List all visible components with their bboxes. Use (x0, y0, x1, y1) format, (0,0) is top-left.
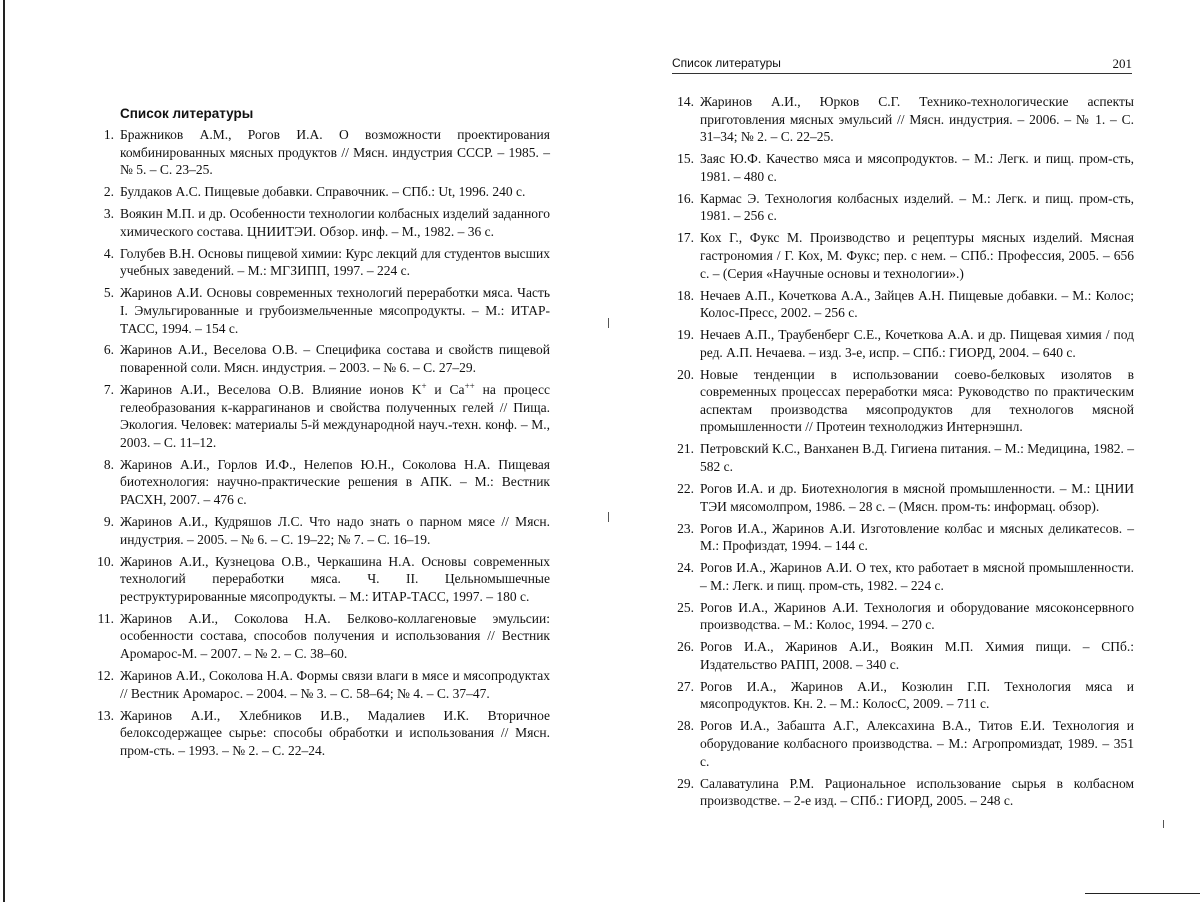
reference-item: 22. Рогов И.А. и др. Биотехнология в мясной промышленности. – М.: ЦНИИ ТЭИ мясомолпром, 1986. – 28 с. – (Мясн. пром-ть: информац. обзор). (677, 481, 1134, 514)
running-head-title: Список литературы (672, 56, 781, 70)
reference-item: 6. Жаринов А.И., Веселова О.В. – Специфика состава и свойств пищевой поваренной соли. Мясн. индустрия. – 2003. – № 6. – С. 27–29. (103, 342, 550, 376)
section-title: Список литературы (120, 106, 254, 121)
reference-item: 18. Нечаев А.П., Кочеткова А.А., Зайцев А.Н. Пищевые добавки. – М.: Колос; Колос-Пресс, 2002. – 256 с. (677, 287, 1134, 321)
reference-list-right (668, 93, 1134, 814)
reference-item: 27. Рогов И.А., Жаринов А.И., Козюлин Г.П. Технология мяса и мясопродуктов. Кн. 2. – М.: КолосС, 2009. – 711 с. (677, 678, 1134, 712)
reference-item: 3. Воякин М.П. и др. Особенности технологии колбасных изделий заданного химического состава. ЦНИИТЭИ. Обзор. инф. – М., 1982. – 36 с. (103, 206, 550, 239)
reference-item: 21. Петровский К.С., Ванханен В.Д. Гигиена питания. – М.: Медицина, 1982. – 582 с. (677, 441, 1134, 475)
reference-item: 24. Рогов И.А., Жаринов А.И. О тех, кто работает в мясной промышленности. – М.: Легк. и пищ. пром-сть, 1982. – 224 с. (677, 560, 1134, 593)
reference-item: 20. Новые тенденции в использовании соево-белковых изолятов в современных процессах переработки мяса: Руководство по практическим аспектам производства мясопродуктов для технологов мясной промышленности // Протеин технолоджиз Интернэшнл. (677, 366, 1134, 435)
reference-item: 10. Жаринов А.И., Кузнецова О.В., Черкашина Н.А. Основы современных технологий переработки мяса. Ч. II. Цельномышечные реструктурированные мясопродукты. – М.: ИТАР-ТАСС, 1997. – 180 с. (97, 553, 550, 604)
right-page (600, 0, 1200, 902)
reference-item: 2. Булдаков А.С. Пищевые добавки. Справочник. – СПб.: Ut, 1996. 240 с. (103, 184, 526, 200)
page-number: 201 (1112, 56, 1132, 71)
reference-item: 23. Рогов И.А., Жаринов А.И. Изготовление колбас и мясных деликатесов. – М.: Профиздат, 1994. – 144 с. (677, 520, 1134, 554)
reference-item: 7. Жаринов А.И., Веселова О.В. Влияние ионов K+ и Ca++ на процесс гелеобразования к-каррагинанов и свойства полученных гелей // Пища. Экология. Человек: материалы 5-й международной науч.-техн. конф. – М., 2003. – С. 11–12. (103, 381, 550, 450)
reference-item: 5. Жаринов А.И. Основы современных технологий переработки мяса. Часть I. Эмульгированные и грубоизмельченные мясопродукты. – М.: ИТАР-ТАСС, 1994. – 154 с. (103, 285, 550, 336)
reference-item: 14. Жаринов А.И., Юрков С.Г. Технико-технологические аспекты приготовления мясных эмульсий // Мясн. индустрия. – 2006. – № 1. – С. 31–34; № 2. – С. 22–25. (677, 94, 1134, 145)
reference-item: 29. Салаватулина Р.М. Рациональное использование сырья в колбасном производстве. – 2-е изд. – СПб.: ГИОРД, 2005. – 248 с. (677, 775, 1134, 809)
reference-item: 15. Заяс Ю.Ф. Качество мяса и мясопродуктов. – М.: Легк. и пищ. пром-сть, 1981. – 480 с. (677, 151, 1134, 184)
reference-item: 11. Жаринов А.И., Соколова Н.А. Белково-коллагеновые эмульсии: особенности состава, способов получения и использования // Вестник Аромарос-М. – 2007. – № 2. – С. 38–60. (97, 610, 550, 661)
reference-item: 16. Кармас Э. Технология колбасных изделий. – М.: Легк. и пищ. пром-сть, 1981. – 256 с. (677, 190, 1134, 224)
reference-item: 28. Рогов И.А., Забашта А.Г., Алексахина В.А., Титов Е.И. Технология и оборудование колбасного производства. – М.: Агропромиздат, 1989. – 351 с. (677, 718, 1134, 769)
reference-item: 12. Жаринов А.И., Соколова Н.А. Формы связи влаги в мясе и мясопродуктах // Вестник Аромарос. – 2004. – № 3. – С. 58–64; № 4. – С. 37–47. (97, 667, 550, 701)
reference-item: 19. Нечаев А.П., Траубенберг С.Е., Кочеткова А.А. и др. Пищевая химия / под ред. А.П. Нечаева. – изд. 3-е, испр. – СПб.: ГИОРД, 2004. – 640 с. (677, 327, 1134, 360)
reference-item: 13. Жаринов А.И., Хлебников И.В., Мадалиев И.К. Вторичное белоксодержащее сырье: способы обработки и использования // Мясн. пром-сть. – 1993. – № 2. – С. 22–24. (97, 707, 550, 758)
reference-item: 1. Бражников А.М., Рогов И.А. О возможности проектирования комбинированных мясных продуктов // Мясн. индустрия СССР. – 1985. – № 5. – С. 23–25. (103, 127, 550, 178)
reference-item: 25. Рогов И.А., Жаринов А.И. Технология и оборудование мясоконсервного производства. – М.: Колос, 1994. – 270 с. (677, 599, 1134, 633)
reference-list-left (88, 126, 550, 764)
reference-item: 26. Рогов И.А., Жаринов А.И., Воякин М.П. Химия пищи. – СПб.: Издательство РАПП, 2008. – 340 с. (677, 639, 1134, 672)
reference-item: 4. Голубев В.Н. Основы пищевой химии: Курс лекций для студентов высших учебных заведений. – М.: МГЗИПП, 1997. – 224 с. (103, 245, 550, 279)
running-head (672, 55, 1132, 74)
reference-item: 9. Жаринов А.И., Кудряшов Л.С. Что надо знать о парном мясе // Мясн. индустрия. – 2005. – № 6. – С. 19–22; № 7. – С. 16–19. (103, 514, 550, 547)
reference-item: 8. Жаринов А.И., Горлов И.Ф., Нелепов Ю.Н., Соколова Н.А. Пищевая биотехнология: научно-практические решения в АПК. – М.: Вестник РАСХН, 2007. – 476 с. (103, 456, 550, 508)
reference-item: 17. Кох Г., Фукс М. Производство и рецептуры мясных изделий. Мясная гастрономия / Г. Кох, М. Фукс; пер. с нем. – СПб.: Профессия, 2005. – 656 с. – (Серия «Научные основы и технологии».) (677, 230, 1134, 281)
